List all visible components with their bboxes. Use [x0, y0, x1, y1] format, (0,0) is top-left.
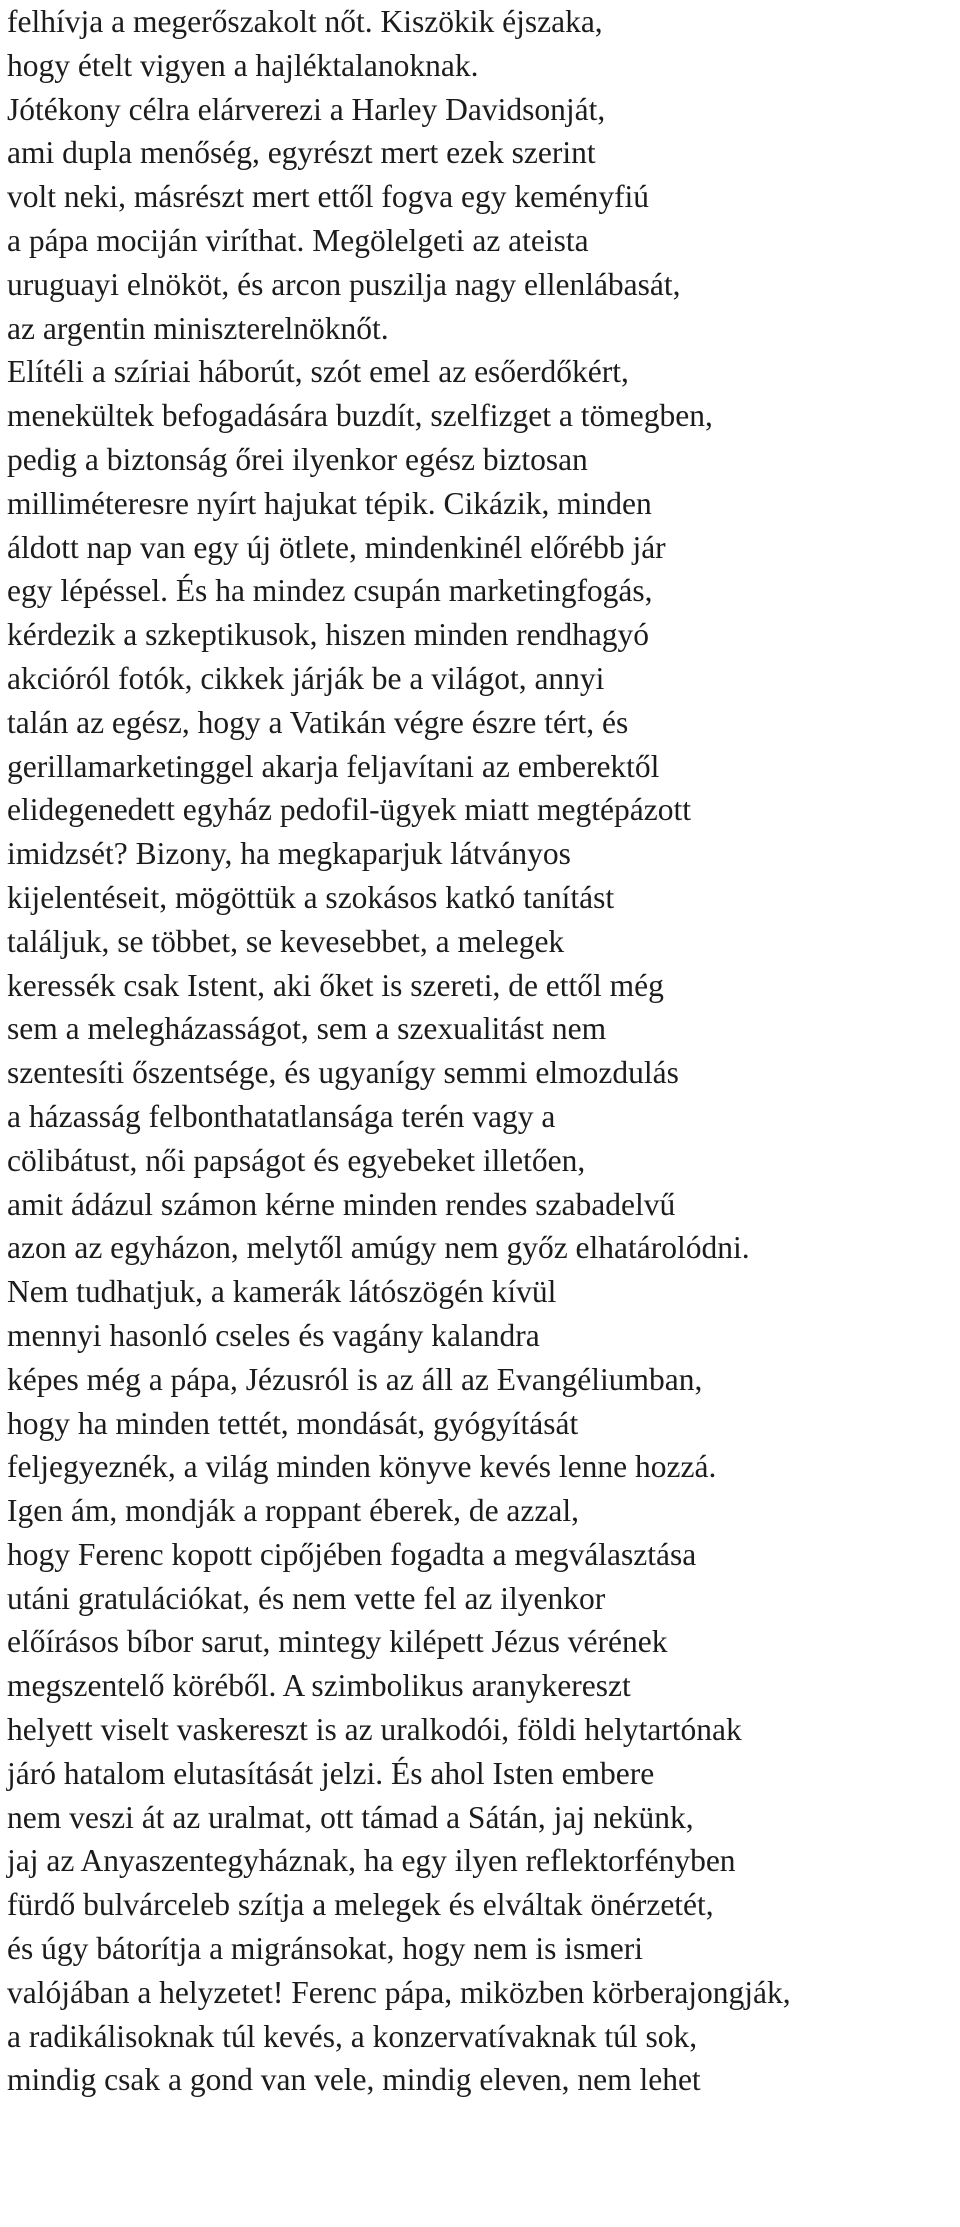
- text-line: feljegyeznék, a világ minden könyve kevés lenne hozzá.: [7, 1449, 717, 1485]
- text-line: képes még a pápa, Jézusról is az áll az Evangéliumban,: [7, 1361, 703, 1397]
- text-line: gerillamarketinggel akarja feljavítani az emberektől: [7, 748, 660, 784]
- text-line: hogy ha minden tettét, mondását, gyógyítását: [7, 1405, 579, 1441]
- text-line: sem a melegházasságot, sem a szexualitást nem: [7, 1011, 607, 1047]
- text-line: milliméteresre nyírt hajukat tépik. Cikázik, minden: [7, 485, 652, 521]
- text-line: kijelentéseit, mögöttük a szokásos katkó tanítást: [7, 879, 615, 915]
- text-line: jaj az Anyaszentegyháznak, ha egy ilyen reflektorfényben: [7, 1843, 736, 1879]
- text-line: az argentin miniszterelnöknőt.: [7, 310, 389, 346]
- text-line: hogy ételt vigyen a hajléktalanoknak.: [7, 47, 479, 83]
- text-line: azon az egyházon, melytől amúgy nem győz elhatárolódni.: [7, 1230, 750, 1266]
- text-line: nem veszi át az uralmat, ott támad a Sátán, jaj nekünk,: [7, 1799, 694, 1835]
- text-line: áldott nap van egy új ötlete, mindenkinél előrébb jár: [7, 529, 666, 565]
- text-line: cölibátust, női papságot és egyebeket illetően,: [7, 1142, 586, 1178]
- text-line: a házasság felbonthatatlansága terén vagy a: [7, 1098, 556, 1134]
- text-line: felhívja a megerőszakolt nőt. Kiszökik éjszaka,: [7, 4, 603, 39]
- text-line: talán az egész, hogy a Vatikán végre észre tért, és: [7, 704, 629, 740]
- text-line: egy lépéssel. És ha mindez csupán marketingfogás,: [7, 573, 653, 609]
- text-line: járó hatalom elutasítását jelzi. És ahol Isten embere: [7, 1755, 655, 1791]
- text-line: mennyi hasonló cseles és vagány kalandra: [7, 1317, 540, 1353]
- text-line: valójában a helyzetet! Ferenc pápa, miközben körberajongják,: [7, 1974, 791, 2010]
- text-line: megszentelő köréből. A szimbolikus aranykereszt: [7, 1668, 631, 1704]
- text-line: keressék csak Istent, aki őket is szereti, de ettől még: [7, 967, 664, 1003]
- text-line: szentesíti őszentsége, és ugyanígy semmi elmozdulás: [7, 1055, 679, 1091]
- text-line: a radikálisoknak túl kevés, a konzervatívaknak túl sok,: [7, 2018, 698, 2054]
- text-line: hogy Ferenc kopott cipőjében fogadta a megválasztása: [7, 1536, 697, 1572]
- text-line: a pápa mociján viríthat. Megölelgeti az ateista: [7, 222, 589, 258]
- text-line: előírásos bíbor sarut, mintegy kilépett Jézus vérének: [7, 1624, 668, 1660]
- text-line: amit ádázul számon kérne minden rendes szabadelvű: [7, 1186, 676, 1222]
- text-line: ami dupla menőség, egyrészt mert ezek szerint: [7, 135, 596, 171]
- text-line: volt neki, másrészt mert ettől fogva egy keményfiú: [7, 179, 650, 215]
- text-line: Igen ám, mondják a roppant éberek, de azzal,: [7, 1493, 579, 1529]
- text-line: utáni gratulációkat, és nem vette fel az ilyenkor: [7, 1580, 606, 1616]
- text-line: mindig csak a gond van vele, mindig eleven, nem lehet: [7, 2062, 701, 2098]
- text-line: kérdezik a szkeptikusok, hiszen minden rendhagyó: [7, 617, 650, 653]
- text-line: és úgy bátorítja a migránsokat, hogy nem is ismeri: [7, 1931, 643, 1967]
- text-line: menekültek befogadására buzdít, szelfizget a tömegben,: [7, 398, 713, 434]
- text-line: pedig a biztonság őrei ilyenkor egész biztosan: [7, 441, 588, 477]
- text-line: Elítéli a szíriai háborút, szót emel az esőerdőkért,: [7, 354, 629, 390]
- text-line: helyett viselt vaskereszt is az uralkodói, földi helytartónak: [7, 1712, 742, 1748]
- text-line: Jótékony célra elárverezi a Harley Davidsonját,: [7, 91, 606, 127]
- text-line: imidzsét? Bizony, ha megkaparjuk látványos: [7, 836, 571, 872]
- text-line: elidegenedett egyház pedofil-ügyek miatt megtépázott: [7, 792, 691, 828]
- document-text-body: [7, 0, 957, 2102]
- text-line: Nem tudhatjuk, a kamerák látószögén kívül: [7, 1274, 557, 1310]
- text-line: fürdő bulvárceleb szítja a melegek és elváltak önérzetét,: [7, 1887, 714, 1923]
- text-line: akcióról fotók, cikkek járják be a világot, annyi: [7, 660, 605, 696]
- text-line: uruguayi elnököt, és arcon puszilja nagy ellenlábasát,: [7, 266, 681, 302]
- text-line: találjuk, se többet, se kevesebbet, a melegek: [7, 923, 565, 959]
